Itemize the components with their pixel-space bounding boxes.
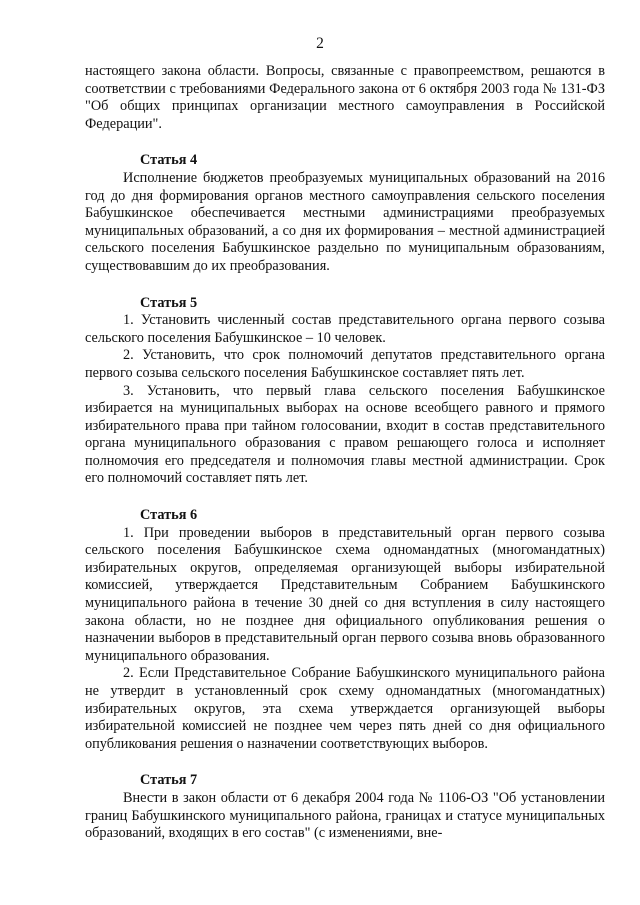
article-heading: Статья 5 [140,294,198,311]
article-paragraph: 1. При проведении выборов в представительный орган первого созыва сельского поселения Бабушкинское схема одномандатных (многомандатных) избирательных округов, определяемая организующей выборы избирательной комиссией, утверждается Представительным Собранием Бабушкинского муниципального района в течение 30 дней со дня вступления в силу настоящего закона области, но не позднее дня официального опубликования решения о назначении выборов в представительный орган первого созыва вновь образованного муниципального образования. [85,524,605,664]
article-4 [85,152,605,275]
article-5 [85,295,605,489]
article-paragraph: Внести в закон области от 6 декабря 2004 года № 1106-ОЗ "Об установлении границ Бабушкинского муниципального района, границах и статусе муниципальных образований, входящих в его состав" (с изменениями, вне- [85,789,605,842]
document-body [85,63,605,843]
article-paragraph: 2. Установить, что срок полномочий депутатов представительного органа первого созыва сельского поселения Бабушкинское составляет пять лет. [85,347,605,381]
intro-paragraph: настоящего закона области. Вопросы, связанные с правопреемством, решаются в соответствии с требованиями Федерального закона от 6 октября 2003 года № 131-ФЗ "Об общих принципах организации местного самоуправления в Российской Федерации". [85,63,605,132]
page-number: 2 [316,35,324,52]
article-heading: Статья 7 [140,772,198,789]
article-paragraph: Исполнение бюджетов преобразуемых муниципальных образований на 2016 год до дня формирования органов местного самоуправления сельского поселения Бабушкинское обеспечивается местными администрациями преобразуемых муниципальных образований, а со дня их формирования – местной администрацией сельского поселения Бабушкинское раздельно по муниципальным образованиям, существовавшим до их преобразования. [85,169,605,274]
article-paragraph: 3. Установить, что первый глава сельского поселения Бабушкинское избирается на муниципальных выборах на основе всеобщего равного и прямого избирательного права при тайном голосовании, входит в состав представительного органа муниципального образования с правом решающего голоса и исполняет полномочия его председателя и полномочия главы местной администрации. Срок его полномочий составляет пять лет. [85,382,605,487]
article-paragraph: 1. Установить численный состав представительного органа первого созыва сельского поселения Бабушкинское – 10 человек. [85,312,605,346]
article-paragraph: 2. Если Представительное Собрание Бабушкинского муниципального района не утвердит в установленный срок схему одномандатных (многомандатных) избирательных округов, эта схема утверждается организующей выборы избирательной комиссией не позднее чем через пять дней со дня официального опубликования решения о назначении соответствующих выборов. [85,665,605,752]
article-heading: Статья 6 [140,507,198,524]
article-7 [85,772,605,842]
article-heading: Статья 4 [140,152,198,169]
article-6 [85,507,605,753]
